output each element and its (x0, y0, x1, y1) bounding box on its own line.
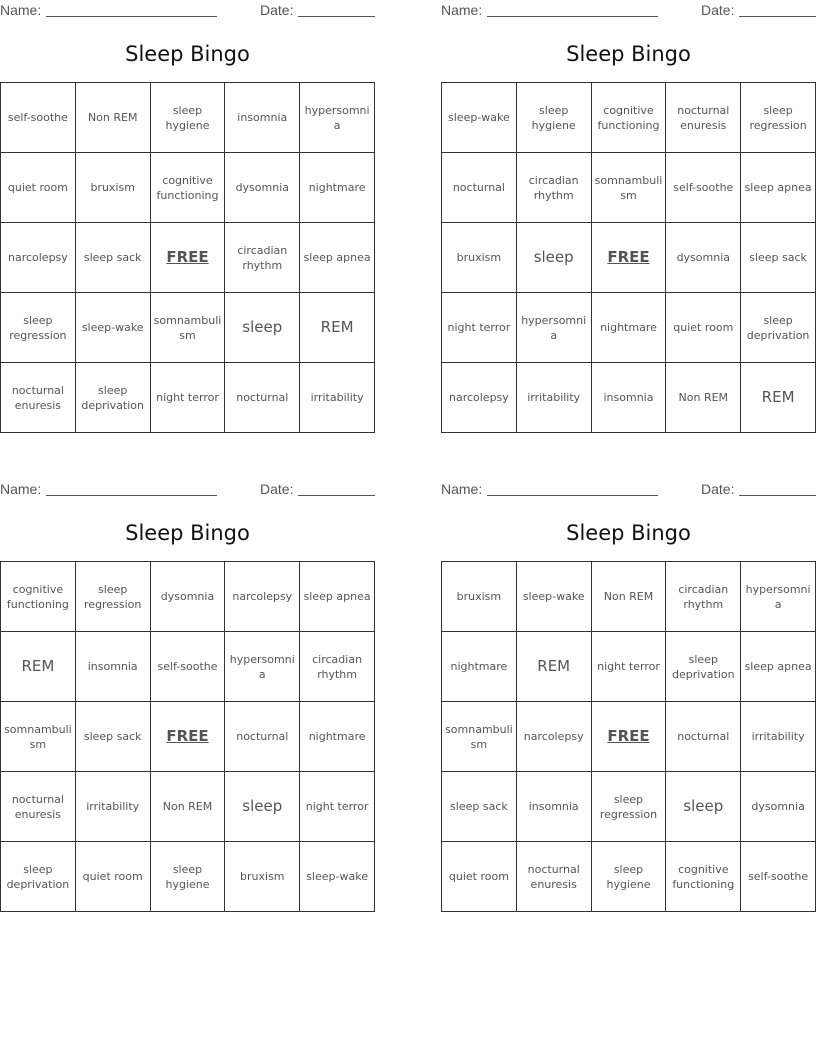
date-label: Date: (260, 2, 294, 18)
bingo-cell: sleep regression (592, 772, 667, 842)
bingo-cell: sleep hygiene (517, 83, 592, 153)
bingo-cell: narcolepsy (442, 363, 517, 433)
bingo-cell: nightmare (300, 702, 375, 772)
name-date-row (441, 481, 816, 499)
bingo-cell: REM (300, 293, 375, 363)
bingo-cell: nocturnal (442, 153, 517, 223)
bingo-cell: sleep deprivation (1, 842, 76, 912)
bingo-cell: sleep sack (741, 223, 816, 293)
name-label: Name: (0, 481, 42, 497)
card-title: Sleep Bingo (125, 521, 250, 545)
bingo-cell: self-soothe (1, 83, 76, 153)
name-blank-line (46, 495, 217, 496)
name-blank-line (46, 16, 217, 17)
bingo-cell: irritability (300, 363, 375, 433)
bingo-grid (0, 561, 375, 912)
bingo-cell: sleep hygiene (151, 83, 226, 153)
bingo-cell: cognitive functioning (1, 562, 76, 632)
name-date-row (0, 2, 375, 20)
date-label: Date: (260, 481, 294, 497)
bingo-cell: REM (1, 632, 76, 702)
bingo-cell: sleep-wake (300, 842, 375, 912)
bingo-cell: REM (517, 632, 592, 702)
bingo-cell: nocturnal (225, 702, 300, 772)
bingo-cell: sleep (225, 293, 300, 363)
bingo-cell: nightmare (442, 632, 517, 702)
bingo-cell: sleep (225, 772, 300, 842)
bingo-cell: sleep-wake (517, 562, 592, 632)
bingo-cell: sleep deprivation (741, 293, 816, 363)
bingo-cell: cognitive functioning (151, 153, 226, 223)
bingo-cell: circadian rhythm (666, 562, 741, 632)
date-blank-line (298, 16, 375, 17)
bingo-cell: night terror (300, 772, 375, 842)
bingo-cell: night terror (151, 363, 226, 433)
name-date-row (441, 2, 816, 20)
bingo-cell: bruxism (76, 153, 151, 223)
bingo-cell: nocturnal enuresis (517, 842, 592, 912)
date-blank-line (739, 495, 816, 496)
bingo-cell: insomnia (592, 363, 667, 433)
card-title: Sleep Bingo (125, 42, 250, 66)
bingo-cell: hypersomnia (225, 632, 300, 702)
bingo-cell: circadian rhythm (300, 632, 375, 702)
card-title: Sleep Bingo (566, 521, 691, 545)
free-space-cell: FREE (592, 702, 667, 772)
bingo-cell: sleep (517, 223, 592, 293)
bingo-cell: nightmare (300, 153, 375, 223)
bingo-cell: self-soothe (666, 153, 741, 223)
bingo-cell: nocturnal enuresis (1, 363, 76, 433)
bingo-cell: sleep deprivation (76, 363, 151, 433)
bingo-cell: sleep hygiene (151, 842, 226, 912)
name-label: Name: (441, 2, 483, 18)
bingo-cell: sleep apnea (741, 632, 816, 702)
bingo-cell: bruxism (442, 223, 517, 293)
bingo-cell: circadian rhythm (517, 153, 592, 223)
bingo-cell: somnambulism (442, 702, 517, 772)
bingo-cell: sleep apnea (741, 153, 816, 223)
bingo-cell: narcolepsy (517, 702, 592, 772)
name-blank-line (487, 495, 658, 496)
bingo-cell: somnambulism (592, 153, 667, 223)
bingo-cell: sleep regression (76, 562, 151, 632)
bingo-cell: sleep-wake (442, 83, 517, 153)
bingo-cell: somnambulism (151, 293, 226, 363)
bingo-cell: insomnia (517, 772, 592, 842)
bingo-cell: hypersomnia (741, 562, 816, 632)
bingo-cell: bruxism (442, 562, 517, 632)
name-date-row (0, 481, 375, 499)
bingo-cell: sleep apnea (300, 223, 375, 293)
bingo-cell: sleep apnea (300, 562, 375, 632)
bingo-grid (0, 82, 375, 433)
bingo-cell: sleep regression (1, 293, 76, 363)
date-label: Date: (701, 481, 735, 497)
bingo-cell: sleep (666, 772, 741, 842)
date-label: Date: (701, 2, 735, 18)
bingo-cell: narcolepsy (1, 223, 76, 293)
bingo-cell: irritability (741, 702, 816, 772)
bingo-cell: Non REM (592, 562, 667, 632)
bingo-cell: somnambulism (1, 702, 76, 772)
bingo-cell: dysomnia (741, 772, 816, 842)
bingo-grid (441, 561, 816, 912)
name-label: Name: (441, 481, 483, 497)
bingo-cell: sleep regression (741, 83, 816, 153)
bingo-cell: bruxism (225, 842, 300, 912)
bingo-cell: irritability (76, 772, 151, 842)
date-blank-line (298, 495, 375, 496)
bingo-cell: nightmare (592, 293, 667, 363)
bingo-cell: sleep sack (442, 772, 517, 842)
bingo-cell: nocturnal enuresis (666, 83, 741, 153)
bingo-cell: Non REM (666, 363, 741, 433)
bingo-cell: self-soothe (741, 842, 816, 912)
bingo-cell: hypersomnia (517, 293, 592, 363)
bingo-cell: nocturnal (225, 363, 300, 433)
bingo-cell: quiet room (442, 842, 517, 912)
bingo-cell: cognitive functioning (592, 83, 667, 153)
bingo-cell: sleep hygiene (592, 842, 667, 912)
bingo-cell: hypersomnia (300, 83, 375, 153)
free-space-cell: FREE (151, 702, 226, 772)
bingo-cell: Non REM (151, 772, 226, 842)
card-title: Sleep Bingo (566, 42, 691, 66)
bingo-cell: dysomnia (666, 223, 741, 293)
bingo-cell: sleep deprivation (666, 632, 741, 702)
bingo-cell: irritability (517, 363, 592, 433)
bingo-cell: insomnia (225, 83, 300, 153)
bingo-cell: quiet room (1, 153, 76, 223)
bingo-cell: REM (741, 363, 816, 433)
bingo-cell: insomnia (76, 632, 151, 702)
bingo-cell: sleep sack (76, 223, 151, 293)
bingo-cell: self-soothe (151, 632, 226, 702)
bingo-cell: sleep sack (76, 702, 151, 772)
bingo-cell: narcolepsy (225, 562, 300, 632)
bingo-cell: nocturnal enuresis (1, 772, 76, 842)
bingo-cell: quiet room (76, 842, 151, 912)
free-space-cell: FREE (151, 223, 226, 293)
bingo-cell: circadian rhythm (225, 223, 300, 293)
bingo-cell: Non REM (76, 83, 151, 153)
free-space-cell: FREE (592, 223, 667, 293)
bingo-cell: cognitive functioning (666, 842, 741, 912)
name-label: Name: (0, 2, 42, 18)
bingo-cell: quiet room (666, 293, 741, 363)
bingo-cell: night terror (592, 632, 667, 702)
bingo-grid (441, 82, 816, 433)
bingo-cell: sleep-wake (76, 293, 151, 363)
bingo-cell: nocturnal (666, 702, 741, 772)
bingo-cell: night terror (442, 293, 517, 363)
name-blank-line (487, 16, 658, 17)
date-blank-line (739, 16, 816, 17)
bingo-cell: dysomnia (225, 153, 300, 223)
bingo-cell: dysomnia (151, 562, 226, 632)
